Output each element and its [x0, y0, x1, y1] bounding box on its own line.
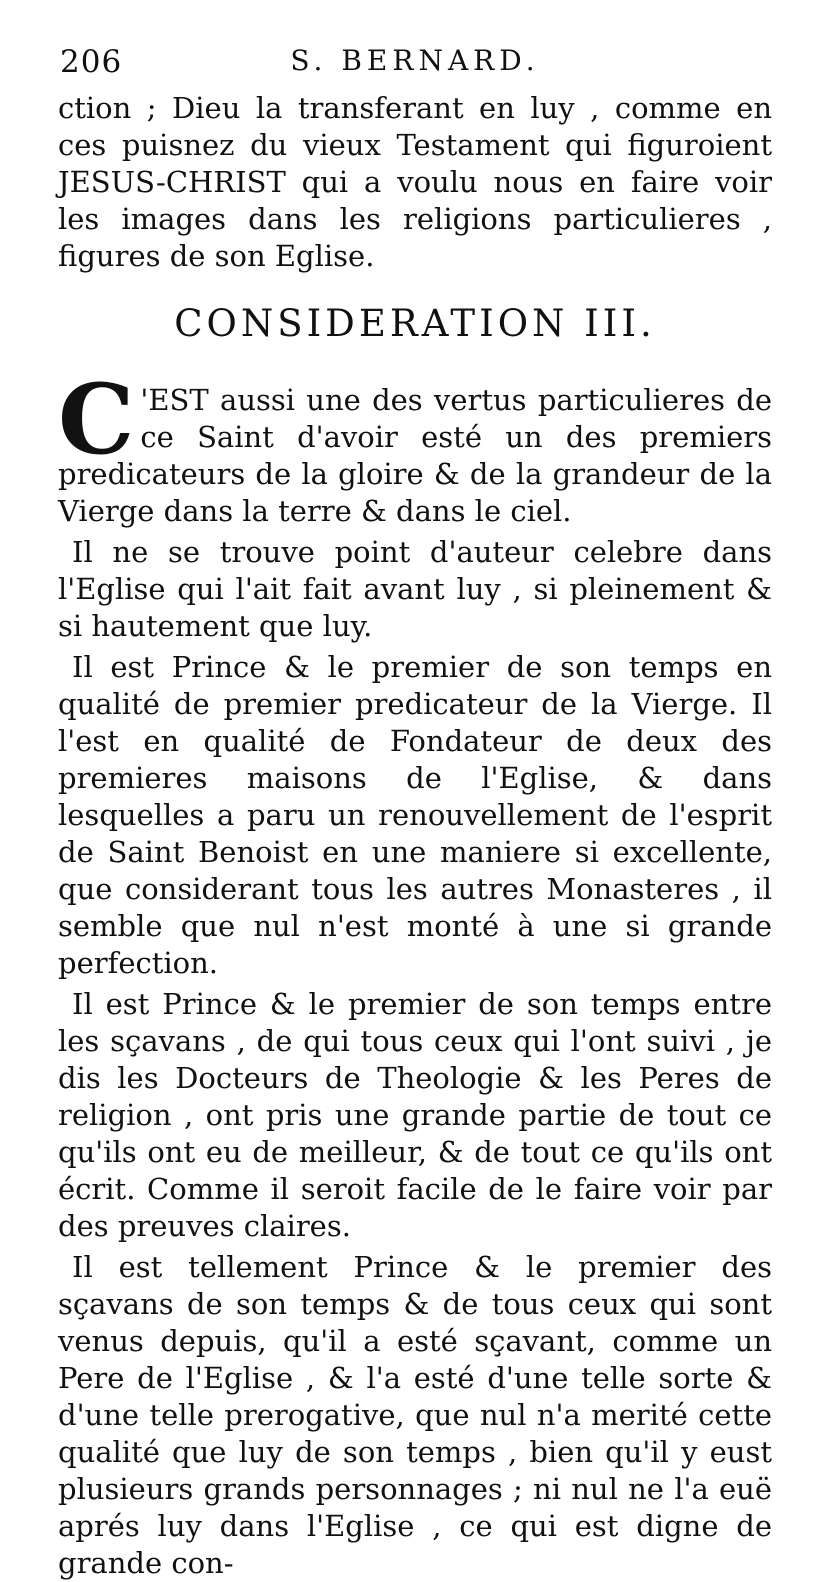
body-text — [58, 90, 772, 1582]
running-title: S. BERNARD. — [290, 44, 540, 77]
drop-cap: C — [58, 363, 135, 476]
paragraph-1-text: aussi une des vertus particulieres de ce Saint d'avoir esté un des premiers predicateurs de la gloire & de la grandeur de la Vierge dans la terre & dans le ciel. — [58, 383, 772, 528]
continuation-paragraph: ction ; Dieu la transferant en luy , comme en ces puisnez du vieux Testament qui figuroient JESUS-CHRIST qui a voulu nous en faire voir les images dans les religions particulieres , figures de son Eglise. — [58, 91, 772, 273]
paragraph-3: Il est Prince & le premier de son temps en qualité de premier predicateur de la Vierge. Il l'est en qualité de Fondateur de deux des premieres maisons de l'Eglise, & dans lesquelles a paru un renouvellement de l'esprit de Saint Benoist en une maniere si excellente, que considerant tous les autres Monasteres , il semble que nul n'est monté à une si grande perfection. — [58, 650, 772, 980]
paragraph-5: Il est tellement Prince & le premier des sçavans de son temps & de tous ceux qui sont venus depuis, qu'il a esté sçavant, comme un Pere de l'Eglise , & l'a esté d'une telle sorte & d'une telle prerogative, que nul n'a merité cette qualité que luy de son temps , bien qu'il y eust plusieurs grands personnages ; ni nul ne l'a euë aprés luy dans l'Eglise , ce qui est digne de grande con- — [58, 1250, 772, 1580]
paragraph-4: Il est Prince & le premier de son temps entre les sçavans , de qui tous ceux qui l'ont suivi , je dis les Docteurs de Theologie & les Peres de religion , ont pris une grande partie de tout ce qu'ils ont eu de meilleur, & de tout ce qu'ils ont écrit. Comme il seroit facile de le faire voir par des preuves claires. — [58, 987, 772, 1243]
running-head — [58, 44, 772, 90]
page-number: 206 — [60, 44, 123, 80]
paragraph-1-lead: 'EST — [140, 383, 209, 417]
paragraph-1 — [58, 363, 772, 530]
paragraph-2: Il ne se trouve point d'auteur celebre dans l'Eglise qui l'ait fait avant luy , si pleinement & si hautement que luy. — [58, 535, 772, 643]
section-heading: CONSIDERATION III. — [174, 302, 656, 345]
